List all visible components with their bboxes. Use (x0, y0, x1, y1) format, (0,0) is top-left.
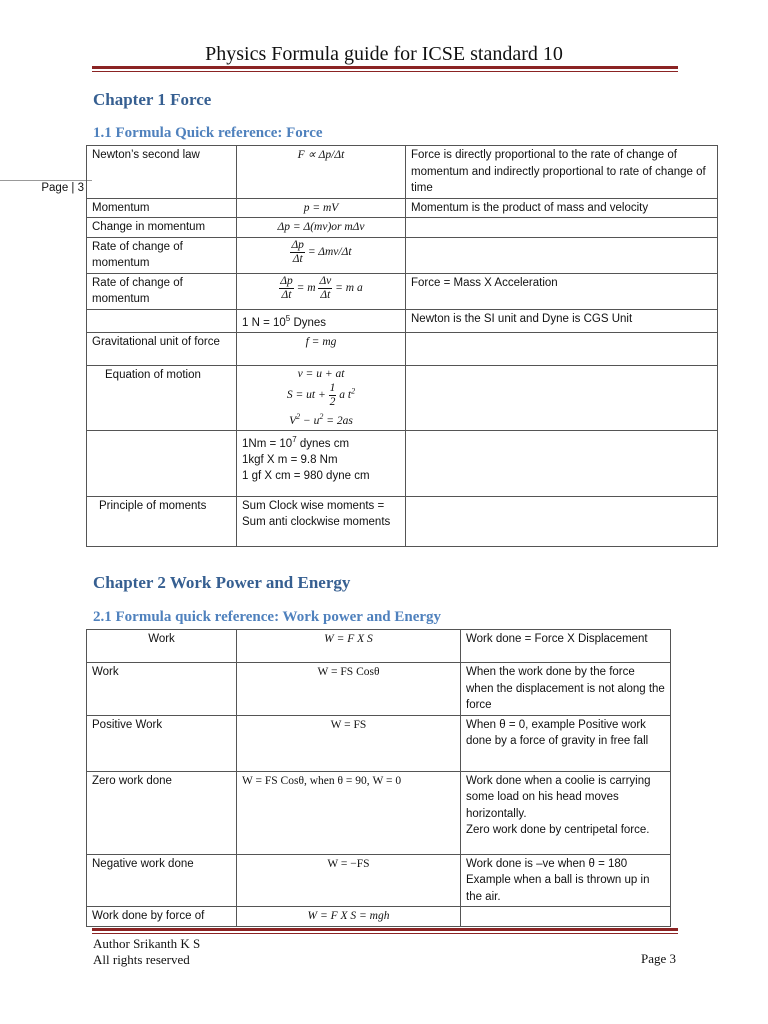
row-name: Zero work done (87, 771, 237, 854)
table-row (87, 430, 718, 496)
row-formula: $\frac{\Delta p}{\Delta t}$ = m $\frac{\Delta v}{\Delta t}$ = m a (237, 273, 406, 309)
row-name: Negative work done (87, 854, 237, 907)
section-1-1-title: 1.1 Formula Quick reference: Force (93, 125, 323, 141)
row-formula: W = FS (237, 715, 461, 771)
table-row (87, 273, 718, 309)
row-name: Equation of motion (87, 365, 237, 430)
row-formula: W = −FS (237, 854, 461, 907)
row-formula: $1Nm = 10^7$ dynes cm 1kgf X m = 9.8 Nm 1 gf X cm = 980 dyne cm (237, 430, 406, 496)
row-formula: $\frac{\Delta p}{\Delta t}$ = Δmv/Δt (237, 237, 406, 273)
row-formula: 1 $N = 10^5$ Dynes (237, 309, 406, 332)
row-name: Change in momentum (87, 218, 237, 238)
footer-author: Author Srikanth K S (93, 936, 201, 951)
row-note (406, 496, 718, 546)
row-note: When θ = 0, example Positive work done by a force of gravity in free fall (461, 715, 671, 771)
row-note: Momentum is the product of mass and velocity (406, 198, 718, 218)
work-energy-table (86, 629, 671, 927)
row-formula: Δp = Δ(mv)or mΔv (237, 218, 406, 238)
fraction: $\frac{1}{2}$ (329, 381, 336, 408)
table-row (87, 198, 718, 218)
row-name: Momentum (87, 198, 237, 218)
row-note: When the work done by the force when the displacement is not along the force (461, 663, 671, 716)
header-rule (92, 66, 678, 72)
row-note (406, 365, 718, 430)
row-name: Work done by force of (87, 907, 237, 927)
sidebar-page-number (0, 180, 92, 196)
row-note: Force = Mass X Acceleration (406, 273, 718, 309)
row-note: Force is directly proportional to the rate of change of momentum and indirectly proportional to rate of change of time (406, 146, 718, 199)
row-name (87, 309, 237, 332)
row-name: Rate of change of momentum (87, 237, 237, 273)
footer-credits (93, 936, 200, 968)
row-formula: W = FS Cosθ (237, 663, 461, 716)
footer-rights: All rights reserved (93, 952, 190, 967)
row-formula: p = mV (237, 198, 406, 218)
table-row (87, 854, 671, 907)
row-name: Rate of change of momentum (87, 273, 237, 309)
row-formula: f = mg (237, 332, 406, 365)
table-row (87, 218, 718, 238)
table-row (87, 365, 718, 430)
sidebar-page-label: Page | 3 (41, 182, 84, 194)
row-note: Work done is –ve when θ = 180 Example when a ball is thrown up in the air. (461, 854, 671, 907)
row-formula: v = u + at S = ut + $\frac{1}{2}$ a $t^2$ $V^2 - u^2 = 2as$ (237, 365, 406, 430)
row-note: Newton is the SI unit and Dyne is CGS Unit (406, 309, 718, 332)
table-row (87, 332, 718, 365)
table-row (87, 630, 671, 663)
footer-rule (92, 928, 678, 934)
row-note (461, 907, 671, 927)
table-row (87, 309, 718, 332)
row-name: Newton’s second law (87, 146, 237, 199)
table-row (87, 715, 671, 771)
row-name: Gravitational unit of force (87, 332, 237, 365)
chapter-1-title: Chapter 1 Force (93, 90, 212, 109)
table-row (87, 146, 718, 199)
row-formula: W = FS Cosθ, when θ = 90, W = 0 (237, 771, 461, 854)
row-note (406, 332, 718, 365)
row-formula: F ∝ Δp/Δt (237, 146, 406, 199)
row-name: Work (87, 630, 237, 663)
fraction: $\frac{\Delta p}{\Delta t}$ (291, 238, 304, 265)
chapter-2-title: Chapter 2 Work Power and Energy (93, 573, 351, 592)
table-row (87, 663, 671, 716)
row-name: Work (87, 663, 237, 716)
row-note: Work done = Force X Displacement (461, 630, 671, 663)
row-name: Positive Work (87, 715, 237, 771)
footer-page-number: Page 3 (640, 951, 676, 966)
fraction: $\frac{\Delta v}{\Delta t}$ (319, 274, 332, 301)
page-title: Physics Formula guide for ICSE standard 10 (205, 43, 563, 65)
row-formula: Sum Clock wise moments = Sum anti clockwise moments (237, 496, 406, 546)
row-note (406, 430, 718, 496)
table-row (87, 771, 671, 854)
table-row (87, 237, 718, 273)
row-name: Principle of moments (87, 496, 237, 546)
section-2-1-title: 2.1 Formula quick reference: Work power and Energy (93, 609, 442, 625)
row-name (87, 430, 237, 496)
fraction: $\frac{\Delta p}{\Delta t}$ (280, 274, 293, 301)
row-note (406, 237, 718, 273)
row-note: Work done when a coolie is carrying some load on his head moves horizontally. Zero work done by centripetal force. (461, 771, 671, 854)
force-formula-table (86, 145, 718, 547)
row-formula: W = F X S (237, 630, 461, 663)
row-formula: W = F X S = mgh (237, 907, 461, 927)
table-row (87, 907, 671, 927)
table-row (87, 496, 718, 546)
row-note (406, 218, 718, 238)
